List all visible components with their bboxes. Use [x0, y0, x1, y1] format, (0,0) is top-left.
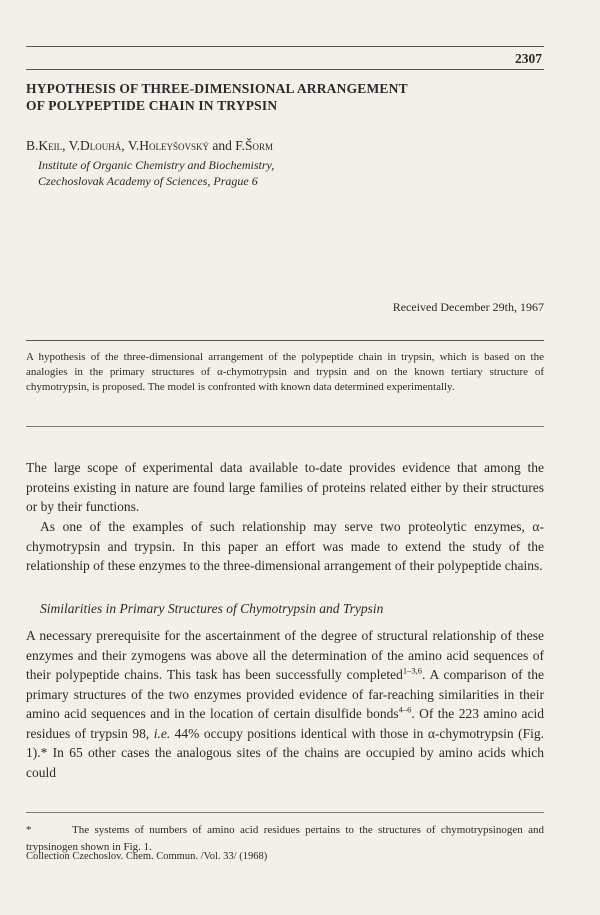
- author-1-name: Keil: [38, 138, 63, 153]
- author-4-initial: F.: [235, 138, 246, 153]
- header-rule: [26, 69, 544, 70]
- received-date: Received December 29th, 1967: [392, 300, 544, 314]
- author-separator: ,: [121, 138, 128, 153]
- body-paragraph-1: The large scope of experimental data available to-date provides evidence that among the proteins existing in nature are found large families of proteins related either by their structures or by their functions.: [26, 460, 544, 514]
- article-title: [26, 80, 546, 114]
- affiliation-line-2: Czechoslovak Academy of Sciences, Prague 6: [38, 174, 258, 188]
- page-number: 2307: [515, 51, 542, 66]
- reference-superscript: 1–3,6: [402, 665, 422, 676]
- title-line-2: OF POLYPEPTIDE CHAIN IN TRYPSIN: [26, 98, 278, 113]
- paragraph-text: . A comparison of the primary structures of the two enzymes provided evidence of far-reaching similarities in their amino acid sequences and in the location of certain disulfide bonds: [26, 667, 544, 721]
- italic-abbreviation: i.e.: [153, 725, 171, 741]
- abstract-top-rule: [26, 340, 544, 341]
- paragraph-text: . Of the 223 amino acid residues of trypsin 98,: [26, 706, 545, 741]
- affiliation: [38, 157, 274, 189]
- paragraph-text: A necessary prerequisite for the ascertainment of the degree of structural relationship of these enzymes and their zymogens was above all the determination of the amino acid sequences of their polypeptide chains. This task has been successfully completed: [26, 628, 544, 682]
- footnote-mark: *: [26, 824, 32, 836]
- author-1-initial: B.: [26, 138, 39, 153]
- paragraph-text: 44% occupy positions identical with those in α-chymotrypsin (Fig. 1).* In 65 other cases the analogous sites of the chains are occupied by amino acids which could: [26, 725, 544, 780]
- author-4-name: Šorm: [245, 138, 274, 153]
- author-3-name: Holeyšovský: [139, 138, 209, 153]
- footnote-rule: [26, 812, 544, 813]
- abstract: A hypothesis of the three-dimensional arrangement of the polypeptide chain in trypsin, which is based on the analogies in the primary structures of α-chymotrypsin and trypsin and on the known tertiary structure of chymotrypsin, is proposed. The model is confronted with known data determined experimentally.: [26, 351, 544, 394]
- author-2-initial: V.: [68, 138, 81, 153]
- author-list: [26, 138, 273, 154]
- journal-citation-footer: Collection Czechoslov. Chem. Commun. /Vol. 33/ (1968): [26, 851, 268, 862]
- author-separator: ,: [62, 138, 69, 153]
- abstract-bottom-rule: [26, 426, 544, 427]
- title-line-1: HYPOTHESIS OF THREE-DIMENSIONAL ARRANGEMENT: [26, 81, 408, 96]
- reference-superscript: 4–6: [398, 704, 412, 715]
- top-rule: [26, 46, 544, 47]
- footnote-text: The systems of numbers of amino acid residues pertains to the structures of chymotrypsinogen and trypsinogen shown in Fig. 1.: [26, 824, 544, 853]
- body-paragraph-2: As one of the examples of such relationship may serve two proteolytic enzymes, α-chymotrypsin and trypsin. In this paper an effort was made to extend the study of the relationship of these enzymes to the three-dimensional arrangement of their polypeptide chains.: [26, 519, 544, 573]
- author-separator: and: [208, 138, 236, 153]
- author-3-initial: V.: [127, 138, 140, 153]
- affiliation-line-1: Institute of Organic Chemistry and Biochemistry,: [38, 158, 275, 172]
- section-heading: Similarities in Primary Structures of Chymotrypsin and Trypsin: [40, 601, 384, 616]
- body-paragraph-3: [26, 626, 544, 782]
- author-2-name: Dlouhá: [80, 138, 122, 153]
